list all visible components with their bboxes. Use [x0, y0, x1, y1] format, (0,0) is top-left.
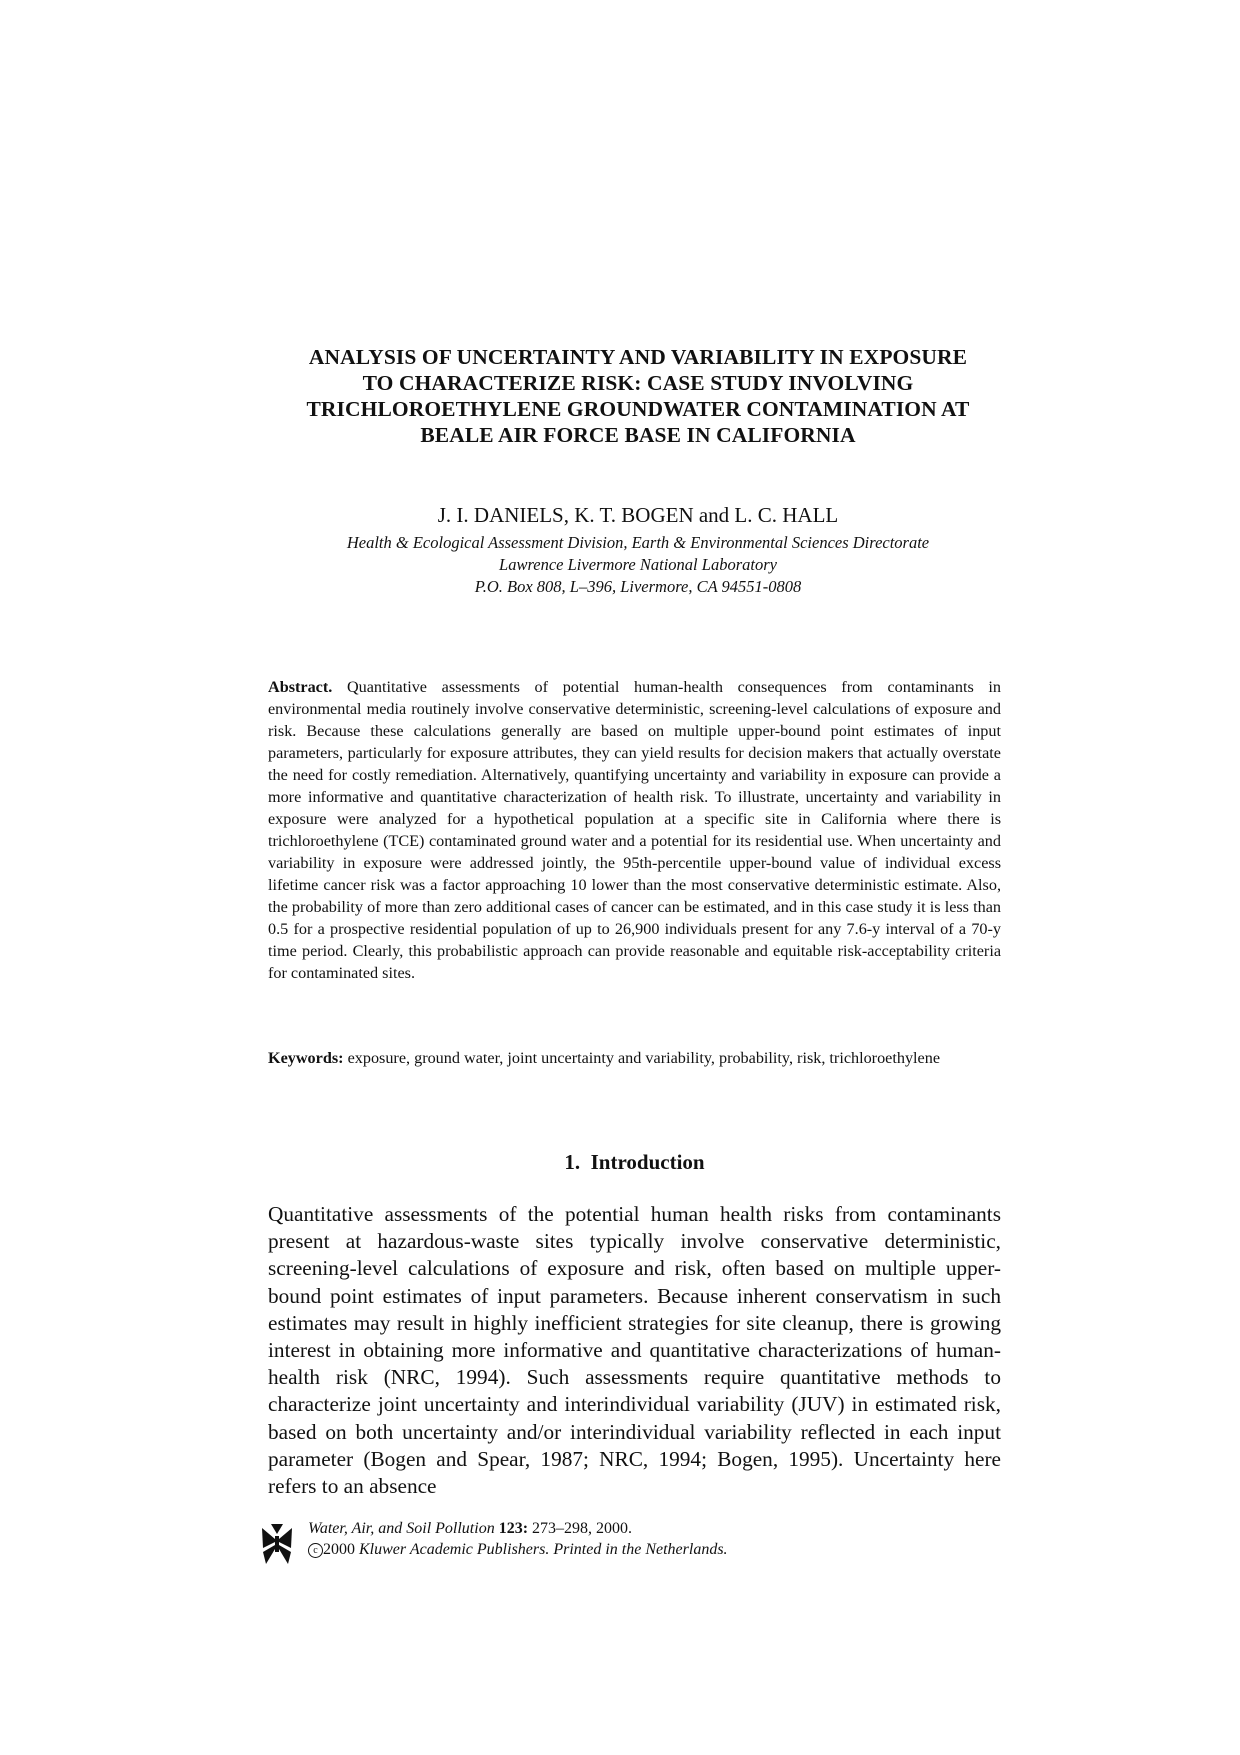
affiliation-line-3: P.O. Box 808, L–396, Livermore, CA 94551-0808	[474, 577, 802, 596]
abstract-label: Abstract.	[268, 678, 333, 696]
title-line-3: TRICHLOROETHYLENE GROUNDWATER CONTAMINATION AT	[306, 397, 970, 421]
keywords-label: Keywords:	[268, 1049, 344, 1067]
affiliation	[268, 532, 1008, 598]
journal-pages: 273–298, 2000.	[532, 1520, 633, 1537]
citation	[308, 1518, 728, 1560]
intro-paragraph: Quantitative assessments of the potential human health risks from contaminants present at hazardous-waste sites typically involve conservative deterministic, screening-level calculations of exposure and risk, often based on multiple upper-bound point estimates of input parameters. Because inherent conservatism in such estimates may result in highly inefficient strategies for site cleanup, there is growing interest in obtaining more informative and quantitative characterizations of human-health risk (NRC, 1994). Such assessments require quantitative methods to characterize joint uncertainty and interindividual variability (JUV) in estimated risk, based on both uncertainty and/or interindividual variability reflected in each input parameter (Bogen and Spear, 1987; NRC, 1994; Bogen, 1995). Uncertainty here refers to an absence	[268, 1202, 1001, 1499]
section-title: Introduction	[590, 1150, 705, 1174]
copyright-icon: c	[308, 1543, 323, 1558]
section-heading	[268, 1149, 1001, 1175]
copyright-year: 2000	[323, 1541, 355, 1558]
abstract-text: Quantitative assessments of potential human-health consequences from contaminants in environmental media routinely involve conservative deterministic, screening-level calculations of exposure and risk. Because these calculations generally are based on multiple upper-bound point estimates of input parameters, particularly for exposure attributes, they can yield results for decision makers that actually overstate the need for costly remediation. Alternatively, quantifying uncertainty and variability in exposure can provide a more informative and quantitative characterization of health risk. To illustrate, uncertainty and variability in exposure were analyzed for a hypothetical population at a specific site in California where there is trichloroethylene (TCE) contaminated ground water and a potential for its residential use. When uncertainty and variability in exposure were addressed jointly, the 95th-percentile upper-bound value of individual excess lifetime cancer risk was a factor approaching 10 lower than the most conservative deterministic estimate. Also, the probability of more than zero additional cases of cancer can be estimated, and in this case study it is less than 0.5 for a prospective residential population of up to 26,900 individuals present for any 7.6-y interval of a 70-y time period. Clearly, this probabilistic approach can provide reasonable and equitable risk-acceptability criteria for contaminated sites.	[268, 678, 1002, 982]
journal-name: Water, Air, and Soil Pollution	[308, 1520, 495, 1537]
title-line-4: BEALE AIR FORCE BASE IN CALIFORNIA	[420, 423, 856, 447]
section-number: 1.	[564, 1150, 581, 1174]
paper-title	[268, 344, 1008, 448]
kluwer-logo-icon	[260, 1522, 294, 1566]
keywords-text: exposure, ground water, joint uncertainty and variability, probability, risk, trichloroethylene	[347, 1049, 941, 1067]
publisher: Kluwer Academic Publishers. Printed in the Netherlands.	[359, 1541, 728, 1558]
affiliation-line-2: Lawrence Livermore National Laboratory	[499, 555, 777, 574]
journal-volume: 123:	[498, 1520, 529, 1537]
authors: J. I. DANIELS, K. T. BOGEN and L. C. HALL	[437, 503, 839, 527]
page-footer	[260, 1518, 860, 1578]
affiliation-line-1: Health & Ecological Assessment Division, Earth & Environmental Sciences Directorate	[346, 533, 930, 552]
citation-line-1	[308, 1518, 728, 1539]
title-line-2: TO CHARACTERIZE RISK: CASE STUDY INVOLVING	[362, 371, 914, 395]
abstract	[268, 676, 1001, 984]
citation-line-2	[308, 1539, 728, 1560]
title-line-1: ANALYSIS OF UNCERTAINTY AND VARIABILITY IN EXPOSURE	[308, 345, 968, 369]
keywords	[268, 1047, 1001, 1069]
